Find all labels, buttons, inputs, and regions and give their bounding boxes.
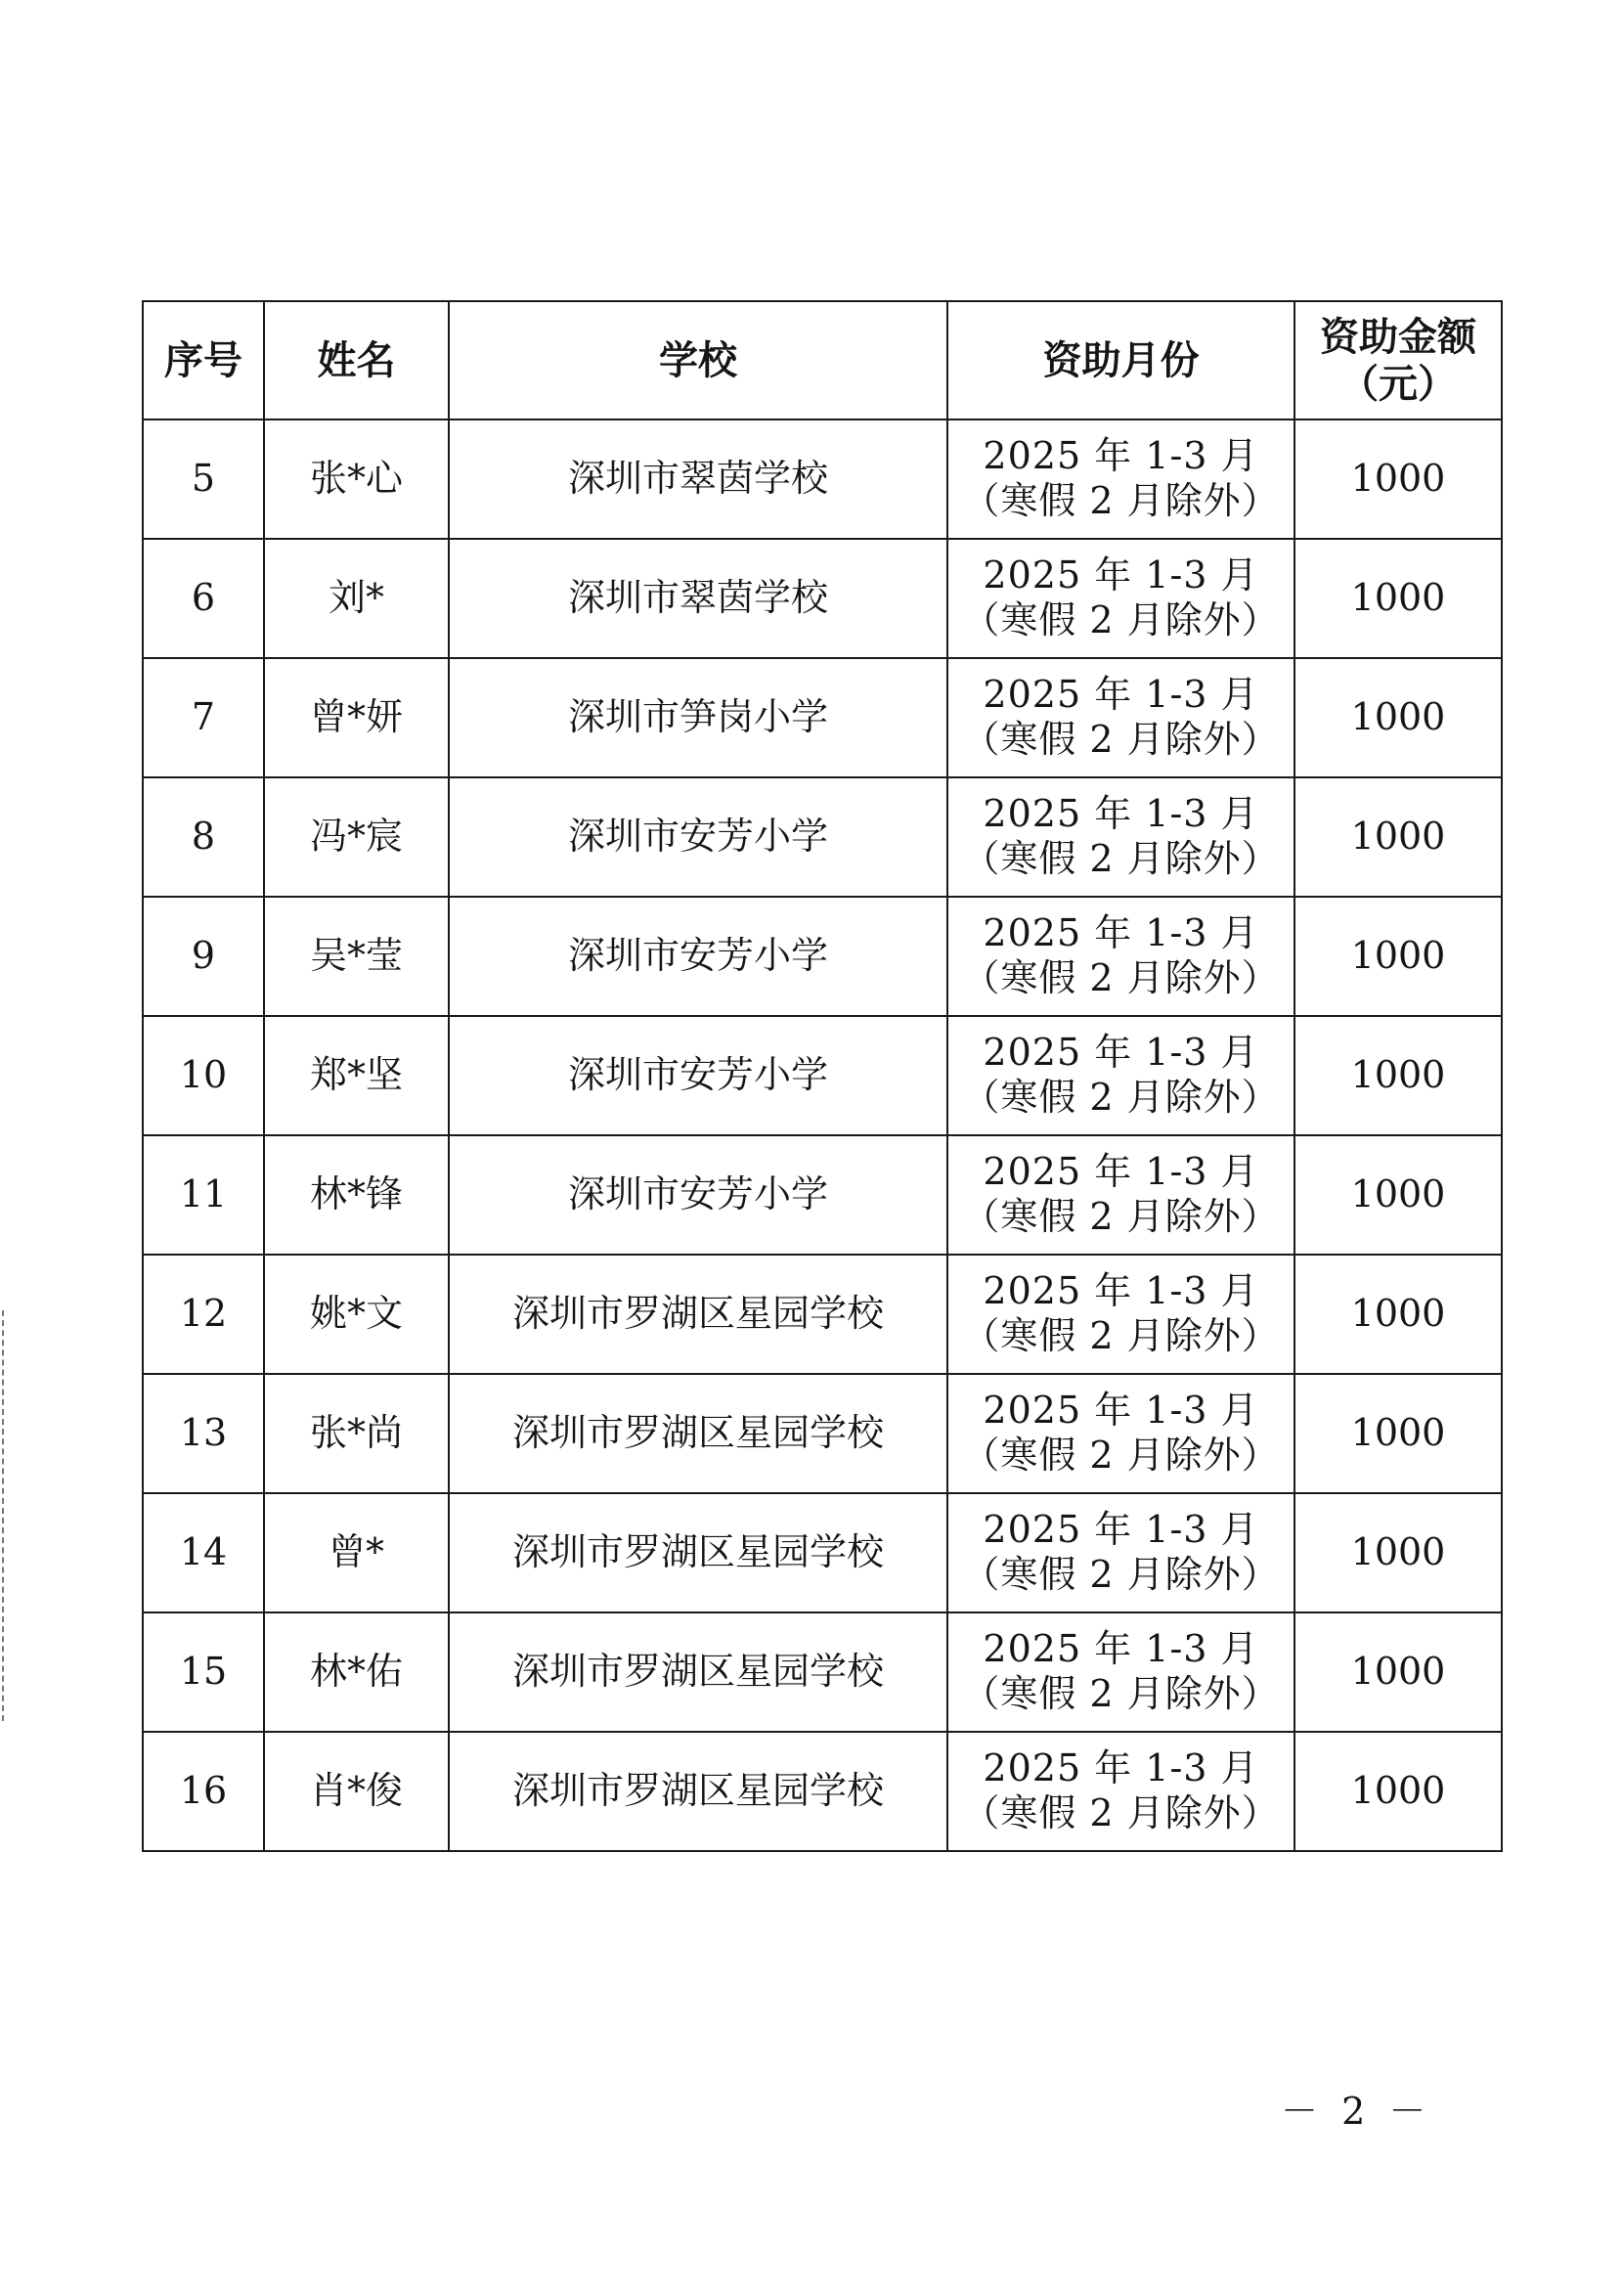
cell-no: 16 — [143, 1732, 264, 1851]
month-range: 2025 年 1-3 月 — [983, 434, 1259, 478]
cell-name: 曾*妍 — [264, 658, 449, 777]
cell-school: 深圳市安芳小学 — [449, 897, 947, 1016]
table-row — [143, 539, 1502, 658]
table-row — [143, 897, 1502, 1016]
month-note: （寒假 2 月除外） — [962, 1791, 1280, 1834]
cell-no: 11 — [143, 1135, 264, 1255]
month-note: （寒假 2 月除外） — [962, 1314, 1280, 1357]
cell-months — [947, 419, 1294, 539]
month-range: 2025 年 1-3 月 — [983, 1627, 1259, 1671]
header-amount — [1294, 301, 1502, 419]
cell-name: 张*尚 — [264, 1374, 449, 1493]
table-row — [143, 658, 1502, 777]
cell-school: 深圳市罗湖区星园学校 — [449, 1493, 947, 1612]
cell-no: 7 — [143, 658, 264, 777]
cell-school: 深圳市安芳小学 — [449, 1135, 947, 1255]
cell-no: 12 — [143, 1255, 264, 1374]
cell-name: 刘* — [264, 539, 449, 658]
month-note: （寒假 2 月除外） — [962, 1434, 1280, 1477]
table-row — [143, 1255, 1502, 1374]
cell-amount: 1000 — [1294, 658, 1502, 777]
month-range: 2025 年 1-3 月 — [983, 1508, 1259, 1552]
cell-name: 吴*莹 — [264, 897, 449, 1016]
cell-school: 深圳市翠茵学校 — [449, 539, 947, 658]
month-range: 2025 年 1-3 月 — [983, 911, 1259, 955]
cell-amount: 1000 — [1294, 1493, 1502, 1612]
cell-name: 林*佑 — [264, 1612, 449, 1732]
table-row — [143, 1016, 1502, 1135]
month-range: 2025 年 1-3 月 — [983, 1389, 1259, 1433]
cell-months — [947, 1374, 1294, 1493]
cell-months — [947, 1135, 1294, 1255]
month-range: 2025 年 1-3 月 — [983, 1269, 1259, 1313]
cell-name: 姚*文 — [264, 1255, 449, 1374]
cell-no: 6 — [143, 539, 264, 658]
month-range: 2025 年 1-3 月 — [983, 673, 1259, 717]
header-row — [143, 301, 1502, 419]
cell-no: 8 — [143, 777, 264, 897]
cell-school: 深圳市罗湖区星园学校 — [449, 1374, 947, 1493]
table-row — [143, 1612, 1502, 1732]
month-note: （寒假 2 月除外） — [962, 479, 1280, 522]
cell-name: 郑*坚 — [264, 1016, 449, 1135]
scan-edge-mark — [2, 1310, 6, 1721]
month-note: （寒假 2 月除外） — [962, 598, 1280, 641]
cell-school: 深圳市罗湖区星园学校 — [449, 1732, 947, 1851]
cell-months — [947, 897, 1294, 1016]
month-range: 2025 年 1-3 月 — [983, 1031, 1259, 1075]
cell-months — [947, 658, 1294, 777]
table-row — [143, 1135, 1502, 1255]
cell-months — [947, 1732, 1294, 1851]
cell-months — [947, 1612, 1294, 1732]
cell-no: 15 — [143, 1612, 264, 1732]
table-row — [143, 1374, 1502, 1493]
cell-amount: 1000 — [1294, 539, 1502, 658]
table-body — [143, 419, 1502, 1851]
cell-no: 14 — [143, 1493, 264, 1612]
month-range: 2025 年 1-3 月 — [983, 553, 1259, 597]
cell-amount: 1000 — [1294, 1016, 1502, 1135]
header-no: 序号 — [143, 301, 264, 419]
cell-school: 深圳市安芳小学 — [449, 777, 947, 897]
header-amount-unit: （元） — [1339, 360, 1457, 407]
month-note: （寒假 2 月除外） — [962, 718, 1280, 761]
page-number: － 2 － — [1281, 2090, 1432, 2133]
cell-amount: 1000 — [1294, 1612, 1502, 1732]
header-school: 学校 — [449, 301, 947, 419]
cell-amount: 1000 — [1294, 777, 1502, 897]
cell-months — [947, 1016, 1294, 1135]
cell-name: 张*心 — [264, 419, 449, 539]
cell-months — [947, 777, 1294, 897]
month-range: 2025 年 1-3 月 — [983, 792, 1259, 836]
cell-amount: 1000 — [1294, 1732, 1502, 1851]
cell-months — [947, 1255, 1294, 1374]
cell-amount: 1000 — [1294, 1374, 1502, 1493]
cell-no: 9 — [143, 897, 264, 1016]
table-row — [143, 419, 1502, 539]
month-note: （寒假 2 月除外） — [962, 1195, 1280, 1238]
month-range: 2025 年 1-3 月 — [983, 1150, 1259, 1194]
cell-name: 肖*俊 — [264, 1732, 449, 1851]
table-row — [143, 1493, 1502, 1612]
cell-name: 林*锋 — [264, 1135, 449, 1255]
header-months: 资助月份 — [947, 301, 1294, 419]
month-range: 2025 年 1-3 月 — [983, 1746, 1259, 1790]
table-row — [143, 777, 1502, 897]
month-note: （寒假 2 月除外） — [962, 1672, 1280, 1715]
cell-no: 10 — [143, 1016, 264, 1135]
cell-months — [947, 539, 1294, 658]
month-note: （寒假 2 月除外） — [962, 837, 1280, 880]
header-amount-label: 资助金额 — [1320, 313, 1476, 360]
subsidy-table — [142, 300, 1503, 1852]
table-row — [143, 1732, 1502, 1851]
cell-amount: 1000 — [1294, 419, 1502, 539]
cell-amount: 1000 — [1294, 897, 1502, 1016]
cell-amount: 1000 — [1294, 1135, 1502, 1255]
cell-school: 深圳市安芳小学 — [449, 1016, 947, 1135]
table-header — [143, 301, 1502, 419]
cell-school: 深圳市翠茵学校 — [449, 419, 947, 539]
month-note: （寒假 2 月除外） — [962, 1076, 1280, 1119]
cell-name: 曾* — [264, 1493, 449, 1612]
cell-no: 5 — [143, 419, 264, 539]
header-name: 姓名 — [264, 301, 449, 419]
cell-no: 13 — [143, 1374, 264, 1493]
cell-school: 深圳市罗湖区星园学校 — [449, 1612, 947, 1732]
cell-amount: 1000 — [1294, 1255, 1502, 1374]
month-note: （寒假 2 月除外） — [962, 956, 1280, 999]
cell-school: 深圳市笋岗小学 — [449, 658, 947, 777]
month-note: （寒假 2 月除外） — [962, 1553, 1280, 1596]
cell-school: 深圳市罗湖区星园学校 — [449, 1255, 947, 1374]
cell-months — [947, 1493, 1294, 1612]
cell-name: 冯*宸 — [264, 777, 449, 897]
